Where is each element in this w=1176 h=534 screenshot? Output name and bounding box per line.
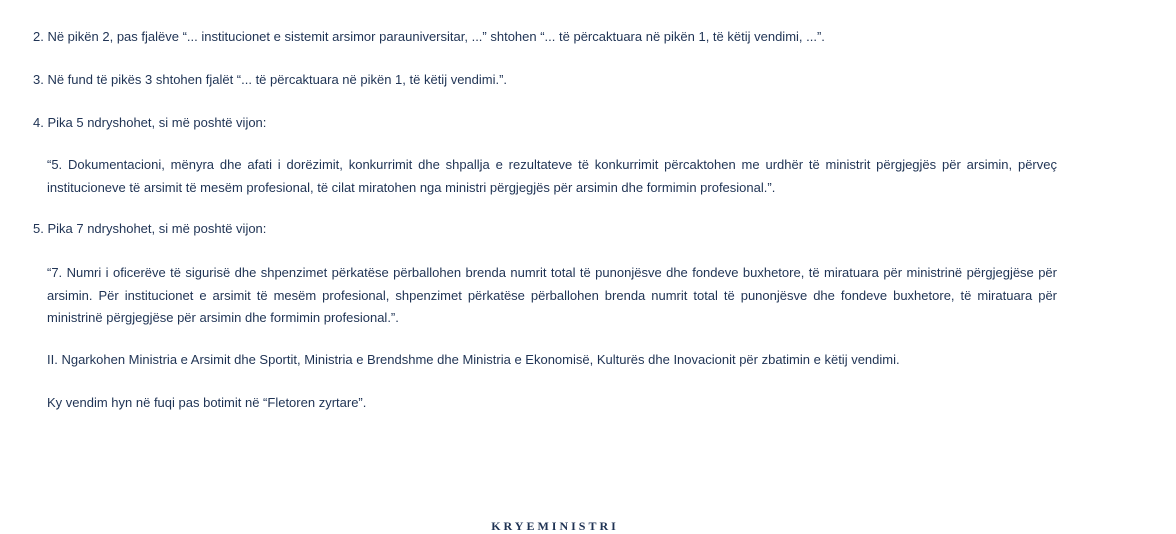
section-2-paragraph: II. Ngarkohen Ministria e Arsimit dhe Sportit, Ministria e Brendshme dhe Ministria e Ekonomisë, Kulturës dhe Inovacionit për zbatimin e këtij vendimi. [47,352,900,367]
item-5-quote-paragraph: “7. Numri i oficerëve të sigurisë dhe shpenzimet përkatëse përballohen brenda numrit total të punonjësve dhe fondeve buxhetore, të miratuara për ministrinë përgjegjëse për arsimin. Për institucionet e arsimit të mesëm profesional, shpenzimet përkatëse përballohen brenda numrit total të punonjësve dhe fondeve buxhetore, të miratuara për ministrinë përgjegjëse për arsimin dhe formimin profesional.”. [47,265,1057,325]
item-4-quote-paragraph: “5. Dokumentacioni, mënyra dhe afati i dorëzimit, konkurrimit dhe shpallja e rezultateve të konkurrimit përcaktohen me urdhër të ministrit përgjegjës për arsimin, përveç institucioneve të arsimit të mesëm profesional, të cilat miratohen nga ministri përgjegjës për arsimin dhe formimin profesional.”. [47,157,1057,195]
closing-paragraph: Ky vendim hyn në fuqi pas botimit në “Fletoren zyrtare”. [47,395,367,410]
item-5-paragraph: 5. Pika 7 ndryshohet, si më poshtë vijon: [33,221,267,236]
item-2-paragraph: 2. Në pikën 2, pas fjalëve “... institucionet e sistemit arsimor parauniversitar, ...” shtohen “... të përcaktuara në pikën 1, të këtij vendimi, ...”. [33,29,825,44]
item-4-paragraph: 4. Pika 5 ndryshohet, si më poshtë vijon: [33,115,267,130]
item-3-paragraph: 3. Në fund të pikës 3 shtohen fjalët “... të përcaktuara në pikën 1, të këtij vendimi.”. [33,72,508,87]
signature-title: KRYEMINISTRI [491,519,619,533]
